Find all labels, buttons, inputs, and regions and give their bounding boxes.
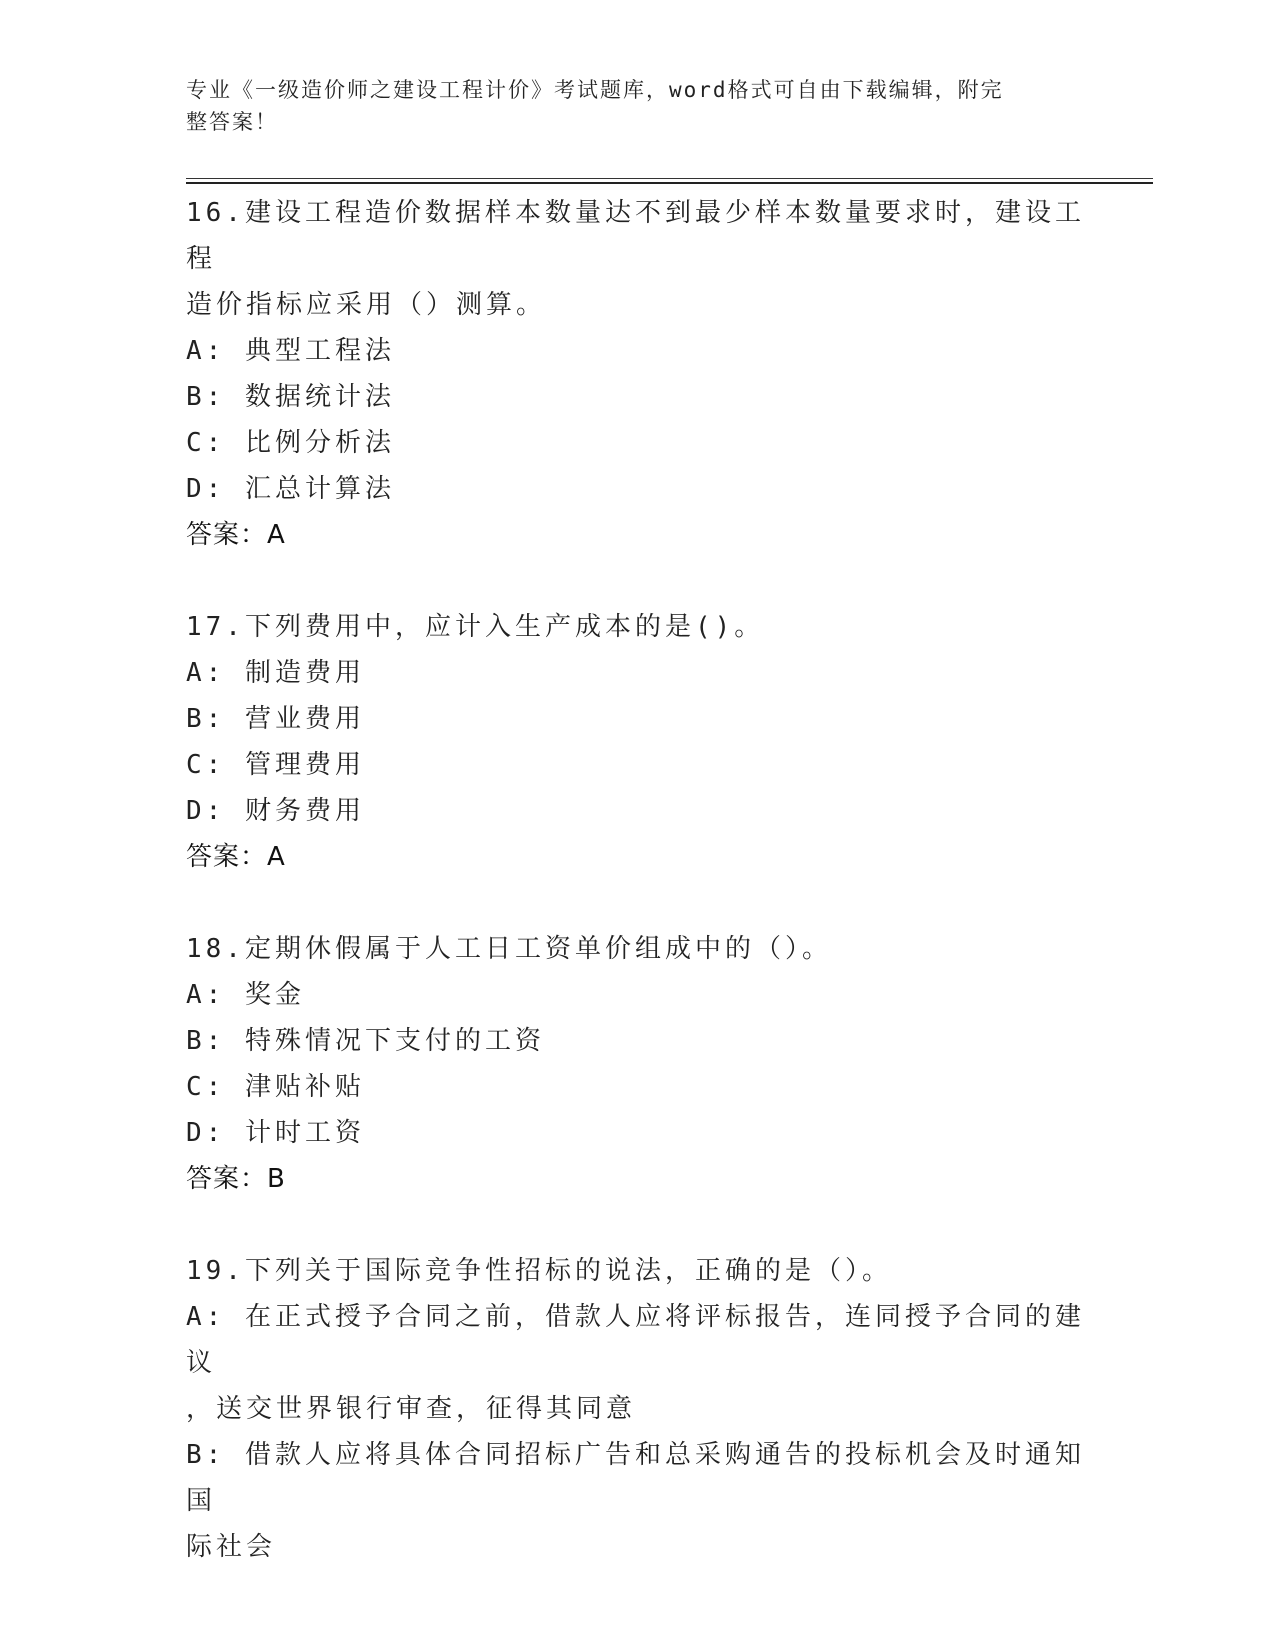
option-text: 数据统计法 — [244, 382, 395, 412]
option-text: 计时工资 — [244, 1118, 365, 1148]
answer-line: 答案：A — [186, 520, 286, 550]
header-line-1: 专业《一级造价师之建设工程计价》考试题库，word格式可自由下载编辑，附完 — [186, 78, 1004, 102]
option-label: A: — [186, 1302, 226, 1332]
option-label: A: — [186, 980, 226, 1010]
question-stem-line: 17.下列费用中，应计入生产成本的是()。 — [186, 612, 765, 642]
option-text: 财务费用 — [244, 796, 365, 826]
option-a — [186, 650, 1086, 696]
option-label: D: — [186, 796, 226, 826]
option-label: C: — [186, 1072, 226, 1102]
option-text: 奖金 — [244, 980, 305, 1010]
option-d — [186, 1110, 1086, 1156]
option-label: A: — [186, 658, 226, 688]
question-stem-line: 造价指标应采用（）测算。 — [186, 290, 547, 320]
question-spacer — [186, 1202, 1086, 1248]
option-c — [186, 420, 1086, 466]
option-b — [186, 696, 1086, 742]
option-label: C: — [186, 750, 226, 780]
question-17 — [186, 604, 1086, 880]
question-16 — [186, 190, 1086, 558]
answer-line: 答案：A — [186, 842, 286, 872]
option-b — [186, 1432, 1086, 1524]
question-spacer — [186, 558, 1086, 604]
question-list — [186, 190, 1086, 1570]
question-stem-line: 19.下列关于国际竞争性招标的说法，正确的是（）。 — [186, 1256, 892, 1286]
option-a — [186, 972, 1086, 1018]
option-d — [186, 788, 1086, 834]
option-label: A: — [186, 336, 226, 366]
option-label: D: — [186, 474, 226, 504]
option-a-continuation: ，送交世界银行审查，征得其同意 — [186, 1394, 637, 1424]
option-label: C: — [186, 428, 226, 458]
option-label: B: — [186, 382, 226, 412]
question-stem-line: 18.定期休假属于人工日工资单价组成中的（）。 — [186, 934, 832, 964]
option-b — [186, 374, 1086, 420]
question-18 — [186, 926, 1086, 1202]
document-header — [186, 74, 1086, 138]
option-a — [186, 328, 1086, 374]
option-text: 比例分析法 — [244, 428, 395, 458]
option-text: 管理费用 — [244, 750, 365, 780]
question-stem-line: 16.建设工程造价数据样本数量达不到最少样本数量要求时，建设工程 — [186, 198, 1085, 274]
option-text: 津贴补贴 — [244, 1072, 365, 1102]
option-a — [186, 1294, 1086, 1386]
option-text: 汇总计算法 — [244, 474, 395, 504]
option-text: 典型工程法 — [244, 336, 395, 366]
question-19 — [186, 1248, 1086, 1570]
option-label: B: — [186, 1026, 226, 1056]
option-label: B: — [186, 1440, 226, 1470]
option-c — [186, 1064, 1086, 1110]
option-b-continuation: 际社会 — [186, 1532, 277, 1562]
answer-line: 答案：B — [186, 1164, 286, 1194]
header-line-2: 整答案！ — [186, 110, 278, 134]
option-d — [186, 466, 1086, 512]
option-b — [186, 1018, 1086, 1064]
option-label: D: — [186, 1118, 226, 1148]
question-spacer — [186, 880, 1086, 926]
header-divider-thin — [186, 178, 1153, 179]
option-text: 营业费用 — [244, 704, 365, 734]
option-text: 借款人应将具体合同招标广告和总采购通告的投标机会及时通知国 — [186, 1440, 1085, 1516]
header-divider-thick — [186, 182, 1153, 184]
option-text: 特殊情况下支付的工资 — [244, 1026, 545, 1056]
option-label: B: — [186, 704, 226, 734]
option-text: 制造费用 — [244, 658, 365, 688]
option-c — [186, 742, 1086, 788]
option-text: 在正式授予合同之前，借款人应将评标报告，连同授予合同的建议 — [186, 1302, 1085, 1378]
